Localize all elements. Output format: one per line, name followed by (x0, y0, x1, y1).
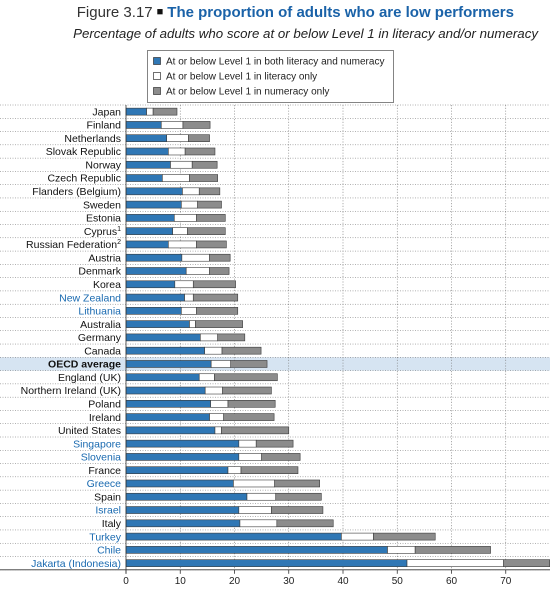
bar-both (126, 387, 205, 394)
bar-both (126, 467, 228, 474)
bar-both (126, 307, 181, 314)
bar-literacy-only (341, 533, 373, 540)
category-label: Denmark (78, 265, 121, 278)
bar-literacy-only (205, 387, 222, 394)
bar-literacy-only (189, 321, 195, 328)
bar-both (126, 546, 387, 553)
bar-both (126, 135, 167, 142)
bar-row (102, 518, 334, 530)
bar-both (126, 121, 161, 128)
bar-numeracy-only (262, 453, 301, 460)
bar-row (97, 545, 490, 557)
bar-literacy-only (185, 294, 194, 301)
category-label: Cyprus$^1$ (83, 225, 121, 238)
bar-both (126, 493, 247, 500)
category-label: Germany (77, 332, 121, 345)
bar-numeracy-only (222, 347, 261, 354)
bar-literacy-only (240, 520, 277, 527)
bar-row (87, 120, 211, 132)
chart-subtitle: Percentage of adults who score at or below Level 1 in literacy and/or numeracy (73, 26, 538, 41)
bar-both (126, 427, 215, 434)
bar-literacy-only (181, 307, 196, 314)
category-label: Slovenia (80, 451, 121, 464)
bar-both (126, 214, 174, 221)
bar-literacy-only (161, 121, 183, 128)
category-label: Slovak Republic (45, 146, 121, 159)
x-tick-label: 40 (337, 575, 349, 587)
category-label: Estonia (85, 212, 121, 225)
legend-label-numeracy-only: At or below Level 1 in numeracy only (166, 86, 330, 98)
bar-literacy-only (205, 347, 222, 354)
bar-row (73, 438, 293, 450)
category-label: Russian Federation$^2$ (26, 239, 121, 252)
bar-both (126, 520, 240, 527)
category-label: England (UK) (57, 371, 121, 384)
bar-numeracy-only (193, 294, 237, 301)
bar-numeracy-only (193, 281, 235, 288)
bar-both (126, 533, 341, 540)
bar-row (88, 252, 230, 264)
bar-literacy-only (387, 546, 415, 553)
bar-literacy-only (167, 135, 189, 142)
bar-numeracy-only (214, 374, 277, 381)
bar-row (46, 146, 215, 158)
category-label: Chile (97, 544, 121, 557)
bar-both (126, 360, 211, 367)
bar-literacy-only (239, 453, 262, 460)
bar-row (88, 399, 275, 411)
bar-row (47, 173, 217, 185)
legend (148, 51, 394, 103)
bar-both (126, 507, 239, 514)
legend-swatch-numeracy-only (154, 88, 161, 95)
category-label: Jakarta (Indonesia) (31, 557, 121, 570)
bar-numeracy-only (197, 214, 226, 221)
category-label: Italy (101, 518, 121, 531)
bar-numeracy-only (192, 161, 217, 168)
bar-literacy-only (147, 108, 154, 115)
category-label: France (88, 464, 121, 477)
category-label: United States (57, 425, 121, 438)
bar-row (81, 452, 300, 464)
bar-numeracy-only (188, 135, 209, 142)
bar-both (126, 453, 239, 460)
bar-literacy-only (175, 281, 193, 288)
bar-numeracy-only (223, 387, 272, 394)
bar-numeracy-only (276, 493, 322, 500)
footnote-marker: 1 (117, 225, 121, 233)
x-tick-label: 30 (283, 575, 295, 587)
bar-literacy-only (200, 334, 217, 341)
bar-literacy-only (186, 268, 209, 275)
bar-row (86, 213, 225, 225)
category-label: Turkey (89, 531, 121, 544)
bar-both (126, 281, 175, 288)
bar-both (126, 175, 162, 182)
category-label: Flanders (Belgium) (32, 186, 121, 199)
category-label: Lithuania (78, 305, 121, 318)
bar-numeracy-only (218, 334, 245, 341)
bar-both (126, 241, 168, 248)
bar-numeracy-only (189, 175, 217, 182)
bar-both (126, 161, 170, 168)
bar-numeracy-only (275, 480, 320, 487)
category-label: OECD average (48, 358, 121, 371)
title-bullet-icon: ■ (156, 6, 164, 18)
bar-numeracy-only (224, 414, 274, 421)
x-tick-label: 20 (228, 575, 241, 587)
bar-both (126, 480, 233, 487)
bar-row (80, 319, 242, 331)
bar-literacy-only (407, 560, 504, 567)
bar-both (126, 294, 185, 301)
bar-numeracy-only (195, 321, 242, 328)
bar-row (89, 412, 274, 424)
bar-row (58, 425, 289, 437)
bar-both (126, 414, 210, 421)
bar-literacy-only (182, 254, 210, 261)
bar-numeracy-only (373, 533, 435, 540)
bar-row (89, 531, 435, 543)
legend-label-literacy-only: At or below Level 1 in literacy only (166, 71, 318, 83)
bar-numeracy-only (197, 241, 227, 248)
bar-literacy-only (233, 480, 274, 487)
bar-row (92, 106, 177, 118)
bar-row (78, 332, 245, 344)
bar-numeracy-only (415, 546, 490, 553)
category-label: Sweden (83, 199, 121, 212)
bar-literacy-only (173, 228, 188, 235)
legend-label-both: At or below Level 1 in both literacy and numeracy (166, 56, 385, 68)
bar-numeracy-only (198, 201, 222, 208)
chart-title: The proportion of adults who are low performers (167, 4, 514, 21)
bar-literacy-only (247, 493, 276, 500)
bar-row (87, 478, 320, 490)
bar-literacy-only (239, 440, 256, 447)
bar-both (126, 201, 181, 208)
bar-literacy-only (210, 414, 224, 421)
bar-literacy-only (211, 360, 231, 367)
bar-numeracy-only (271, 507, 323, 514)
bar-row (84, 226, 225, 238)
bar-both (126, 228, 173, 235)
bar-both (126, 108, 147, 115)
category-label: Czech Republic (47, 172, 121, 185)
bar-numeracy-only (228, 400, 275, 407)
bar-row (21, 385, 272, 397)
bar-numeracy-only (277, 520, 333, 527)
category-label: Japan (92, 106, 121, 119)
bar-numeracy-only (241, 467, 298, 474)
legend-swatch-literacy-only (154, 73, 161, 80)
category-label: Norway (85, 159, 121, 172)
bar-numeracy-only (185, 148, 215, 155)
figure-number: Figure 3.17 (76, 4, 153, 21)
bar-row (64, 133, 209, 145)
bar-both (126, 400, 211, 407)
bar-both (126, 334, 200, 341)
legend-swatch-both (154, 58, 161, 65)
bar-literacy-only (228, 467, 241, 474)
bar-literacy-only (181, 201, 197, 208)
bar-numeracy-only (197, 307, 238, 314)
category-label: Finland (86, 119, 121, 132)
category-label: Australia (80, 318, 121, 331)
x-tick-label: 10 (174, 575, 186, 587)
bar-numeracy-only (256, 440, 293, 447)
bar-row (94, 491, 321, 503)
bar-row (78, 266, 229, 278)
bar-both (126, 560, 407, 567)
bar-numeracy-only (199, 188, 220, 195)
bar-literacy-only (182, 188, 199, 195)
x-tick-label: 0 (123, 575, 129, 587)
bar-row (31, 558, 550, 570)
category-label: Netherlands (64, 132, 121, 145)
bar-both (126, 374, 199, 381)
bar-literacy-only (199, 374, 214, 381)
category-label: Korea (92, 278, 121, 291)
category-label: Israel (95, 504, 121, 517)
bar-both (126, 440, 239, 447)
bar-both (126, 188, 182, 195)
x-tick-label: 50 (391, 575, 403, 587)
bar-numeracy-only (183, 121, 210, 128)
category-label: Greece (86, 478, 121, 491)
category-label: Ireland (88, 411, 121, 424)
bar-numeracy-only (187, 228, 225, 235)
bar-literacy-only (174, 214, 196, 221)
bar-both (126, 321, 189, 328)
bar-row (93, 279, 236, 291)
bar-literacy-only (239, 507, 272, 514)
bar-row (84, 345, 261, 357)
bar-literacy-only (162, 175, 189, 182)
bar-numeracy-only (210, 268, 230, 275)
x-tick-label: 60 (445, 575, 458, 587)
bar-row (83, 199, 221, 211)
bar-numeracy-only (504, 560, 550, 567)
bar-literacy-only (168, 241, 196, 248)
bar-row (78, 306, 237, 318)
bar-literacy-only (168, 148, 185, 155)
bar-literacy-only (211, 400, 228, 407)
category-label: Singapore (73, 438, 121, 451)
bar-both (126, 347, 205, 354)
bar-both (126, 148, 168, 155)
category-label: Austria (88, 252, 121, 265)
bar-row (59, 292, 238, 304)
category-label: Poland (88, 398, 121, 411)
x-tick-label: 70 (500, 575, 512, 587)
bar-both (126, 268, 186, 275)
bar-literacy-only (215, 427, 222, 434)
category-label: Canada (84, 345, 121, 358)
bar-literacy-only (170, 161, 192, 168)
bar-row (88, 465, 298, 477)
category-label: Northern Ireland (UK) (20, 385, 121, 398)
bar-row (58, 372, 277, 384)
category-label: Spain (94, 491, 121, 504)
bar-numeracy-only (231, 360, 267, 367)
category-label: New Zealand (59, 292, 121, 305)
bar-numeracy-only (210, 254, 231, 261)
bar-both (126, 254, 182, 261)
bar-numeracy-only (153, 108, 177, 115)
bar-numeracy-only (221, 427, 288, 434)
bar-row (85, 159, 217, 171)
footnote-marker: 2 (117, 239, 121, 247)
